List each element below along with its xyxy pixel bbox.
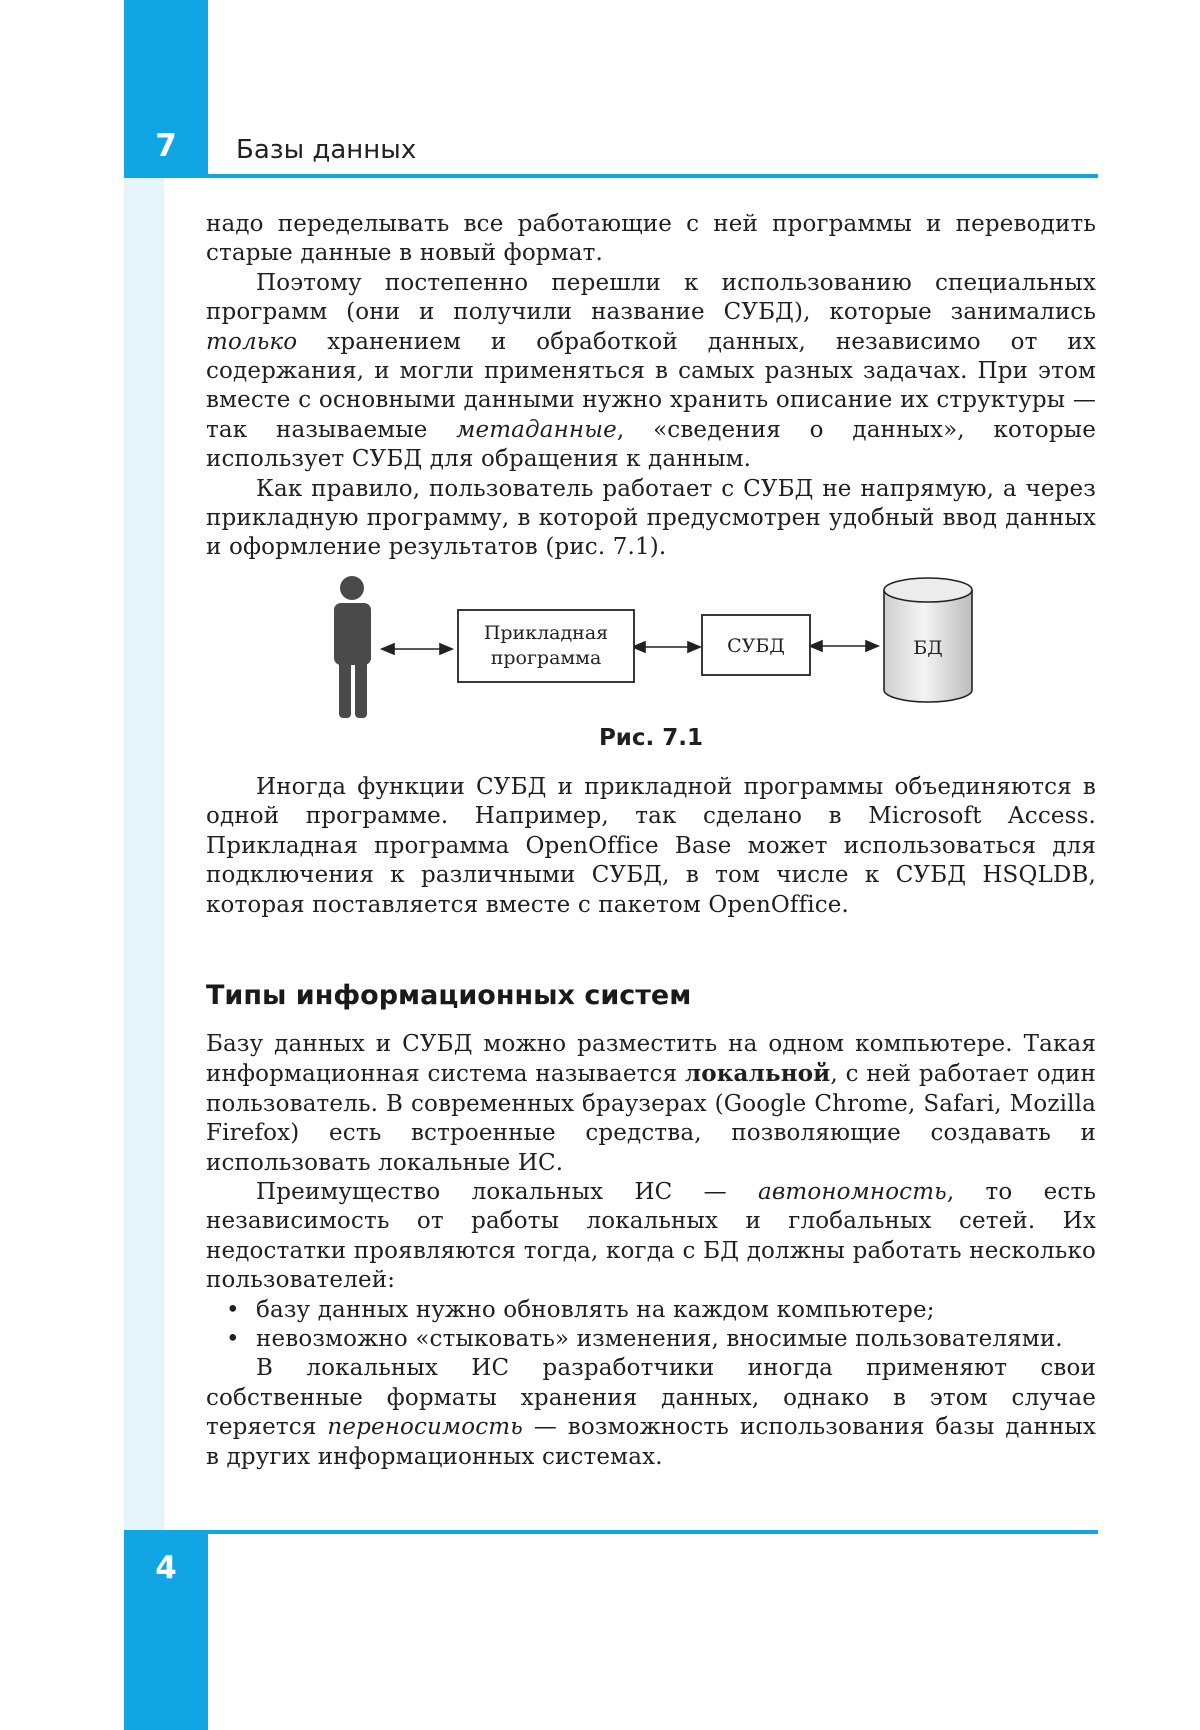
chapter-title: Базы данных bbox=[236, 135, 417, 165]
emphasis-bold: локальной bbox=[684, 1060, 831, 1088]
application-label: Прикладная bbox=[483, 622, 609, 644]
application-box bbox=[458, 610, 634, 682]
section-heading: Типы информационных систем bbox=[206, 980, 692, 1011]
paragraph: Как правило, пользователь работает с СУБД не напрямую, а через прикладную программу, в которой предусмотрен удобный ввод данных и оформление результатов (рис. 7.1). bbox=[206, 475, 1096, 561]
dbms-label: СУБД bbox=[727, 635, 785, 657]
page-number: 4 bbox=[155, 1550, 177, 1586]
bullet-icon: • bbox=[226, 1296, 240, 1323]
header-rule bbox=[208, 174, 1098, 178]
bullet-icon: • bbox=[226, 1326, 240, 1353]
bullet-list bbox=[206, 1296, 1096, 1355]
database-label: БД bbox=[913, 637, 943, 659]
user-icon bbox=[334, 576, 371, 718]
section-text bbox=[206, 1030, 1096, 1472]
paragraph: Преимущество локальных ИС — автономность, то есть независимость от работы локальных и глобальных сетей. Их недостатки проявляются тогда, когда с БД должны работать несколько пользователей: bbox=[206, 1179, 1096, 1294]
intro-text bbox=[206, 210, 1096, 563]
list-item: • невозможно «стыковать» изменения, вносимые пользователями. bbox=[206, 1325, 1096, 1354]
emphasis: только bbox=[206, 328, 298, 355]
application-label: программа bbox=[490, 647, 602, 669]
list-item: • базу данных нужно обновлять на каждом компьютере; bbox=[206, 1296, 1096, 1325]
paragraph: Поэтому постепенно перешли к использованию специальных программ (они и получили название СУБД), которые занимались только хранением и обработкой данных, независимо от их содержания, и могли применяться в самых разных задачах. При этом вместе с основными данными нужно хранить описание их структуры — так называемые метаданные, «сведения о данных», которые использует СУБД для обращения к данным. bbox=[206, 269, 1097, 473]
architecture-diagram bbox=[300, 572, 1000, 722]
emphasis: переносимость bbox=[327, 1414, 523, 1441]
figure-caption: Рис. 7.1 bbox=[598, 725, 704, 751]
paragraph: надо переделывать все работающие с ней программы и переводить старые данные в новый формат. bbox=[206, 211, 1096, 267]
chapter-number: 7 bbox=[155, 128, 177, 164]
footer-rule bbox=[208, 1530, 1098, 1534]
emphasis: автономность bbox=[758, 1179, 947, 1206]
emphasis: метаданные bbox=[456, 416, 617, 443]
margin-band bbox=[124, 0, 164, 1730]
body-text bbox=[206, 773, 1096, 920]
paragraph: Иногда функции СУБД и прикладной программы объединяются в одной программе. Например, так сделано в Microsoft Access. Прикладная программа OpenOffice Base может использоваться для подключения к различными СУБД, в том числе к СУБД HSQLDB, которая поставляется вместе с пакетом OpenOffice. bbox=[206, 774, 1096, 918]
paragraph: В локальных ИС разработчики иногда применяют свои собственные форматы хранения данных, однако в этом случае теряется переносимость — возможность использования базы данных в других информационных системах. bbox=[206, 1355, 1096, 1470]
paragraph: Базу данных и СУБД можно разместить на одном компьютере. Такая информационная система называется локальной, с ней работает один пользователь. В современных браузерах (Google Chrome, Safari, Mozilla Firefox) есть встроенные средства, позволяющие создавать и использовать локальные ИС. bbox=[206, 1031, 1096, 1176]
